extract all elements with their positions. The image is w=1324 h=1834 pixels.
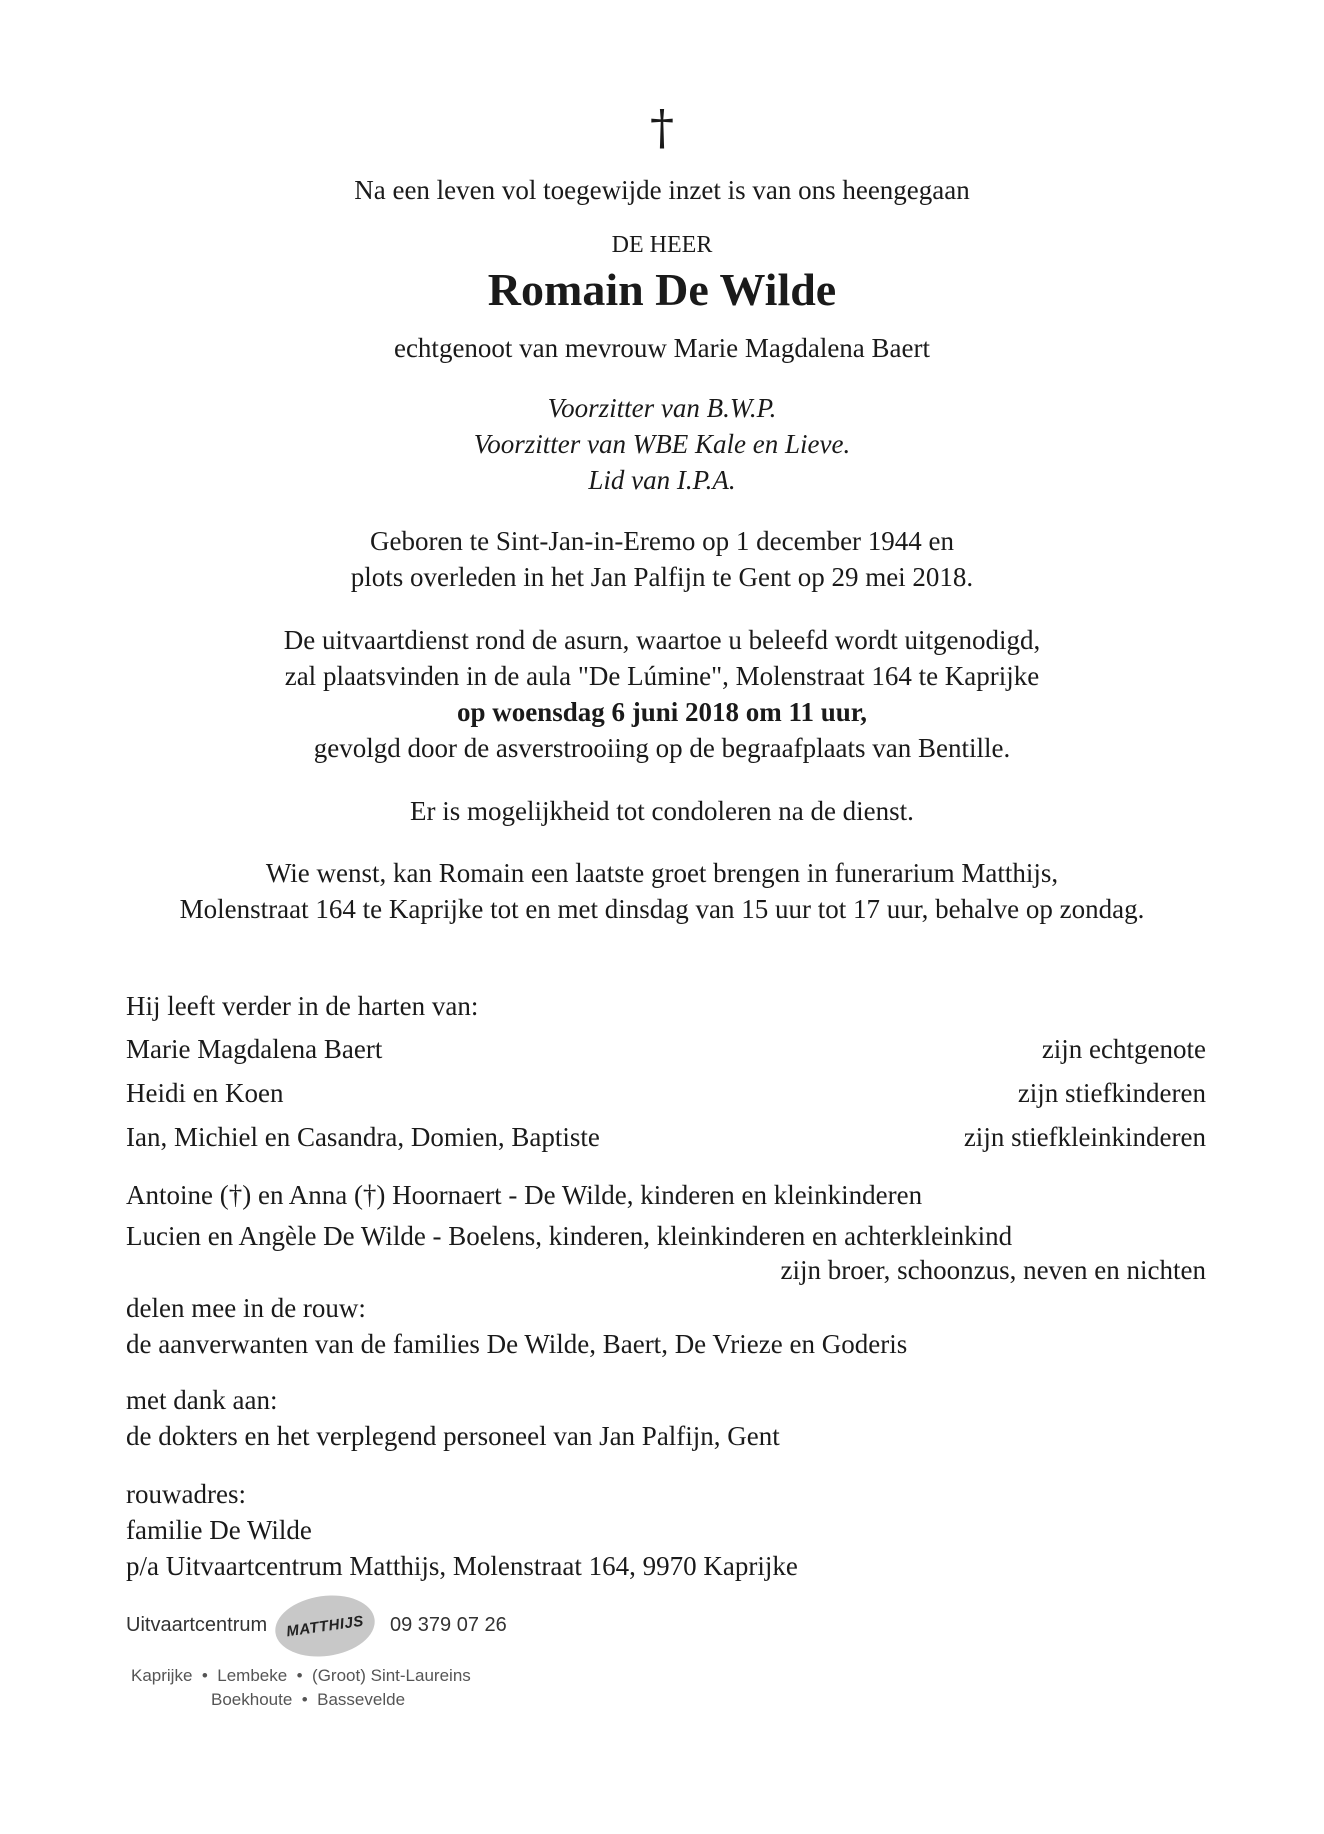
condolence-text: Er is mogelijkheid tot condoleren na de dienst. xyxy=(410,796,914,826)
mourning-text: de aanverwanten van de families De Wilde, Baert, De Vrieze en Goderis xyxy=(126,1329,908,1359)
footer-label: Uitvaartcentrum xyxy=(126,1614,268,1636)
service-followup: gevolgd door de asverstrooiing op de begraafplaats van Bentille. xyxy=(313,733,1011,763)
sibling-line: Lucien en Angèle De Wilde - Boelens, kinderen, kleinkinderen en achterkleinkind xyxy=(126,1221,1013,1251)
birth-line: Geboren te Sint-Jan-in-Eremo op 1 december 1944 en xyxy=(369,526,955,556)
address-heading: rouwadres: xyxy=(126,1479,246,1509)
intro-text: Na een leven vol toegewijde inzet is van ons heengegaan xyxy=(354,175,970,205)
family-member-names: Ian, Michiel en Casandra, Domien, Baptiste xyxy=(126,1122,600,1152)
role-line: Voorzitter van WBE Kale en Lieve. xyxy=(473,429,851,459)
death-line: plots overleden in het Jan Palfijn te Gent op 29 mei 2018. xyxy=(350,562,974,592)
matthijs-logo xyxy=(271,1589,378,1662)
deceased-name: Romain De Wilde xyxy=(487,264,837,315)
visit-line: Wie wenst, kan Romain een laatste groet brengen in funerarium Matthijs, xyxy=(265,858,1059,888)
visit-line: Molenstraat 164 te Kaprijke tot en met dinsdag van 15 uur tot 17 uur, behalve op zondag. xyxy=(179,894,1145,924)
role-line: Voorzitter van B.W.P. xyxy=(547,393,777,423)
role-line: Lid van I.P.A. xyxy=(588,465,736,495)
cross-icon: † xyxy=(650,100,674,156)
service-location: zal plaatsvinden in de aula "De Lúmine", Molenstraat 164 te Kaprijke xyxy=(284,661,1040,691)
thanks-heading: met dank aan: xyxy=(126,1385,278,1415)
sibling-line: Antoine (†) en Anna (†) Hoornaert - De Wilde, kinderen en kleinkinderen xyxy=(126,1180,923,1210)
title-text: DE HEER xyxy=(611,232,713,258)
family-member-relation: zijn echtgenote xyxy=(1041,1034,1206,1064)
family-heading: Hij leeft verder in de harten van: xyxy=(126,991,479,1021)
mourning-heading: delen mee in de rouw: xyxy=(126,1293,366,1323)
address-line: p/a Uitvaartcentrum Matthijs, Molenstraat 164, 9970 Kaprijke xyxy=(126,1551,798,1581)
thanks-text: de dokters en het verplegend personeel van Jan Palfijn, Gent xyxy=(126,1421,780,1451)
service-date: op woensdag 6 juni 2018 om 11 uur, xyxy=(456,697,868,727)
family-member-names: Marie Magdalena Baert xyxy=(126,1034,383,1064)
spouse-line: echtgenoot van mevrouw Marie Magdalena Baert xyxy=(393,333,931,363)
siblings-relation: zijn broer, schoonzus, neven en nichten xyxy=(780,1255,1206,1285)
family-member-names: Heidi en Koen xyxy=(126,1078,284,1108)
footer-phone: 09 379 07 26 xyxy=(390,1614,507,1636)
footer-locations: Kaprijke • Lembeke • (Groot) Sint-Laureins xyxy=(131,1666,471,1685)
service-line: De uitvaartdienst rond de asurn, waartoe u beleefd wordt uitgenodigd, xyxy=(283,625,1041,655)
logo-text: MATTHIJS xyxy=(285,1612,365,1640)
footer-locations: Boekhoute • Bassevelde xyxy=(211,1690,406,1709)
family-member-relation: zijn stiefkleinkinderen xyxy=(963,1122,1206,1152)
family-member-relation: zijn stiefkinderen xyxy=(1017,1078,1206,1108)
address-line: familie De Wilde xyxy=(126,1515,312,1545)
